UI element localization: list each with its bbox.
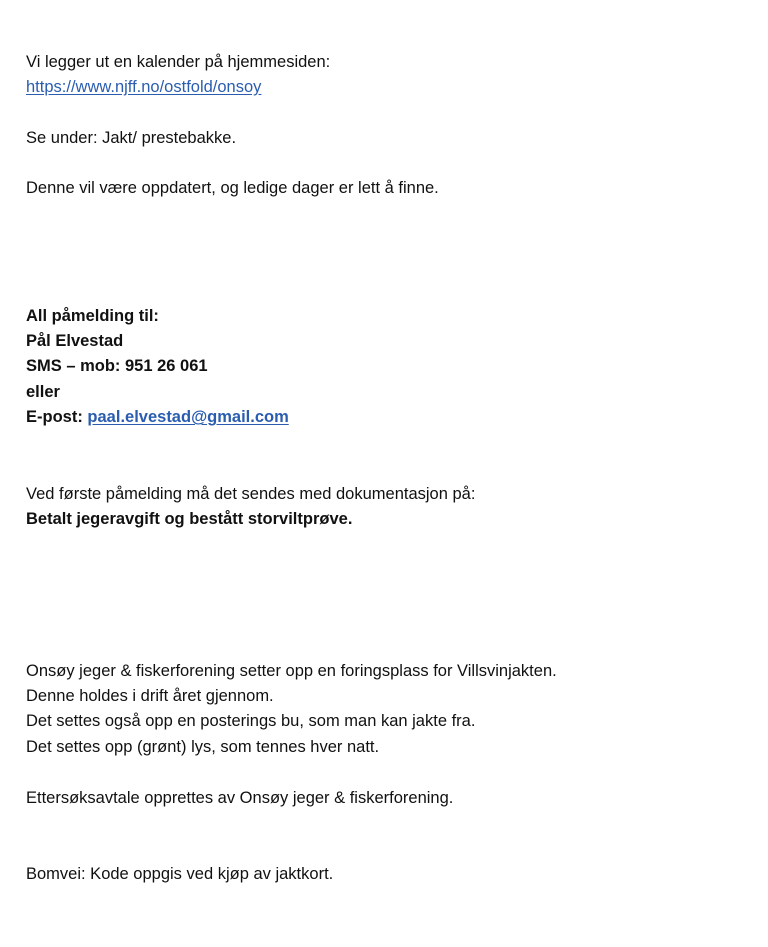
email-link[interactable]: paal.elvestad@gmail.com xyxy=(87,408,289,426)
see-under-text: Se under: Jakt/ prestebakke. xyxy=(26,129,237,147)
calendar-link[interactable]: https://www.njff.no/ostfold/onsoy xyxy=(26,78,262,96)
registration-heading: All påmelding til: xyxy=(26,307,159,325)
contact-name: Pål Elvestad xyxy=(26,332,124,350)
email-label: E-post: xyxy=(26,408,88,426)
documentation-requirements: Betalt jegeravgift og bestått storviltprøve. xyxy=(26,510,353,528)
feeding-line-1: Onsøy jeger & fiskerforening setter opp en foringsplass for Villsvinjakten. xyxy=(26,662,557,680)
documentation-intro: Ved første påmelding må det sendes med dokumentasjon på: xyxy=(26,485,476,503)
contact-or: eller xyxy=(26,383,60,401)
contact-sms: SMS – mob: 951 26 061 xyxy=(26,357,208,375)
calendar-updated-text: Denne vil være oppdatert, og ledige dager er lett å finne. xyxy=(26,179,439,197)
gate-code-text: Bomvei: Kode oppgis ved kjøp av jaktkort. xyxy=(26,865,334,883)
contact-email-row xyxy=(26,406,289,428)
feeding-line-3: Det settes også opp en posterings bu, som man kan jakte fra. xyxy=(26,712,476,730)
calendar-intro: Vi legger ut en kalender på hjemmesiden: xyxy=(26,53,331,71)
tracking-agreement-text: Ettersøksavtale opprettes av Onsøy jeger & fiskerforening. xyxy=(26,789,454,807)
feeding-line-2: Denne holdes i drift året gjennom. xyxy=(26,687,274,705)
feeding-line-4: Det settes opp (grønt) lys, som tennes hver natt. xyxy=(26,738,380,756)
